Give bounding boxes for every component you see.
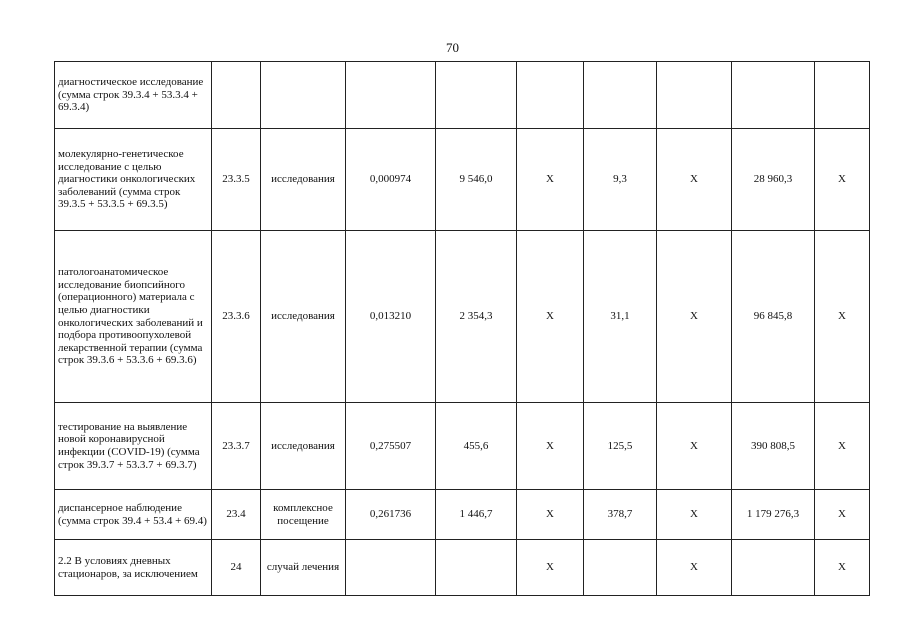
cell-c6: Х bbox=[517, 129, 584, 231]
table-row bbox=[55, 490, 870, 540]
cell-c7 bbox=[584, 540, 657, 596]
cell-c9 bbox=[732, 62, 815, 129]
cell-norm: 0,275507 bbox=[346, 403, 436, 490]
cell-code: 23.3.6 bbox=[212, 231, 261, 403]
table-row bbox=[55, 403, 870, 490]
cell-c8: Х bbox=[657, 231, 732, 403]
cell-c7: 125,5 bbox=[584, 403, 657, 490]
cell-c10: Х bbox=[815, 403, 870, 490]
cell-c10: Х bbox=[815, 490, 870, 540]
cell-c6: Х bbox=[517, 403, 584, 490]
cell-unit bbox=[261, 62, 346, 129]
cell-description: патологоанатомическое исследование биопсийного (операционного) материала с целью диагностики онкологических заболеваний и подбора противоопухолевой лекарственной терапии (сумма строк 39.3.6 + 53.3.6 + 69.3.6) bbox=[55, 231, 212, 403]
cell-norm bbox=[346, 540, 436, 596]
cell-c6: Х bbox=[517, 231, 584, 403]
cell-c7: 9,3 bbox=[584, 129, 657, 231]
cell-c6: Х bbox=[517, 490, 584, 540]
cell-c10 bbox=[815, 62, 870, 129]
cell-unit: исследования bbox=[261, 231, 346, 403]
cell-cost bbox=[436, 62, 517, 129]
table-row bbox=[55, 540, 870, 596]
cell-unit: случай лечения bbox=[261, 540, 346, 596]
cell-c8 bbox=[657, 62, 732, 129]
cell-c7 bbox=[584, 62, 657, 129]
cell-description: тестирование на выявление новой коронавирусной инфекции (COVID-19) (сумма строк 39.3.7 + 53.3.7 + 69.3.7) bbox=[55, 403, 212, 490]
cell-code: 24 bbox=[212, 540, 261, 596]
cell-norm: 0,013210 bbox=[346, 231, 436, 403]
cell-description: диагностическое исследование (сумма строк 39.3.4 + 53.3.4 + 69.3.4) bbox=[55, 62, 212, 129]
table-row bbox=[55, 62, 870, 129]
table-row bbox=[55, 231, 870, 403]
cell-cost: 9 546,0 bbox=[436, 129, 517, 231]
table-row bbox=[55, 129, 870, 231]
cell-c8: Х bbox=[657, 403, 732, 490]
cell-cost: 1 446,7 bbox=[436, 490, 517, 540]
cell-c9: 28 960,3 bbox=[732, 129, 815, 231]
cell-cost: 455,6 bbox=[436, 403, 517, 490]
cell-c8: Х bbox=[657, 129, 732, 231]
cell-cost bbox=[436, 540, 517, 596]
cell-code bbox=[212, 62, 261, 129]
cell-unit: комплексное посещение bbox=[261, 490, 346, 540]
cell-cost: 2 354,3 bbox=[436, 231, 517, 403]
cell-c7: 31,1 bbox=[584, 231, 657, 403]
cell-c10: Х bbox=[815, 540, 870, 596]
cell-norm bbox=[346, 62, 436, 129]
cell-c6: Х bbox=[517, 540, 584, 596]
data-table bbox=[54, 61, 870, 596]
cell-norm: 0,000974 bbox=[346, 129, 436, 231]
cell-c6 bbox=[517, 62, 584, 129]
cell-description: диспансерное наблюдение (сумма строк 39.4 + 53.4 + 69.4) bbox=[55, 490, 212, 540]
cell-description: молекулярно-генетическое исследование с целью диагностики онкологических заболеваний (сумма строк 39.3.5 + 53.3.5 + 69.3.5) bbox=[55, 129, 212, 231]
cell-code: 23.3.5 bbox=[212, 129, 261, 231]
cell-c9 bbox=[732, 540, 815, 596]
cell-c7: 378,7 bbox=[584, 490, 657, 540]
cell-c10: Х bbox=[815, 231, 870, 403]
cell-c10: Х bbox=[815, 129, 870, 231]
cell-code: 23.3.7 bbox=[212, 403, 261, 490]
cell-code: 23.4 bbox=[212, 490, 261, 540]
cell-description: 2.2 В условиях дневных стационаров, за исключением bbox=[55, 540, 212, 596]
page-number: 70 bbox=[446, 40, 459, 55]
cell-unit: исследования bbox=[261, 129, 346, 231]
cell-norm: 0,261736 bbox=[346, 490, 436, 540]
cell-c8: Х bbox=[657, 540, 732, 596]
cell-c9: 96 845,8 bbox=[732, 231, 815, 403]
cell-c9: 390 808,5 bbox=[732, 403, 815, 490]
cell-c8: Х bbox=[657, 490, 732, 540]
cell-unit: исследования bbox=[261, 403, 346, 490]
cell-c9: 1 179 276,3 bbox=[732, 490, 815, 540]
